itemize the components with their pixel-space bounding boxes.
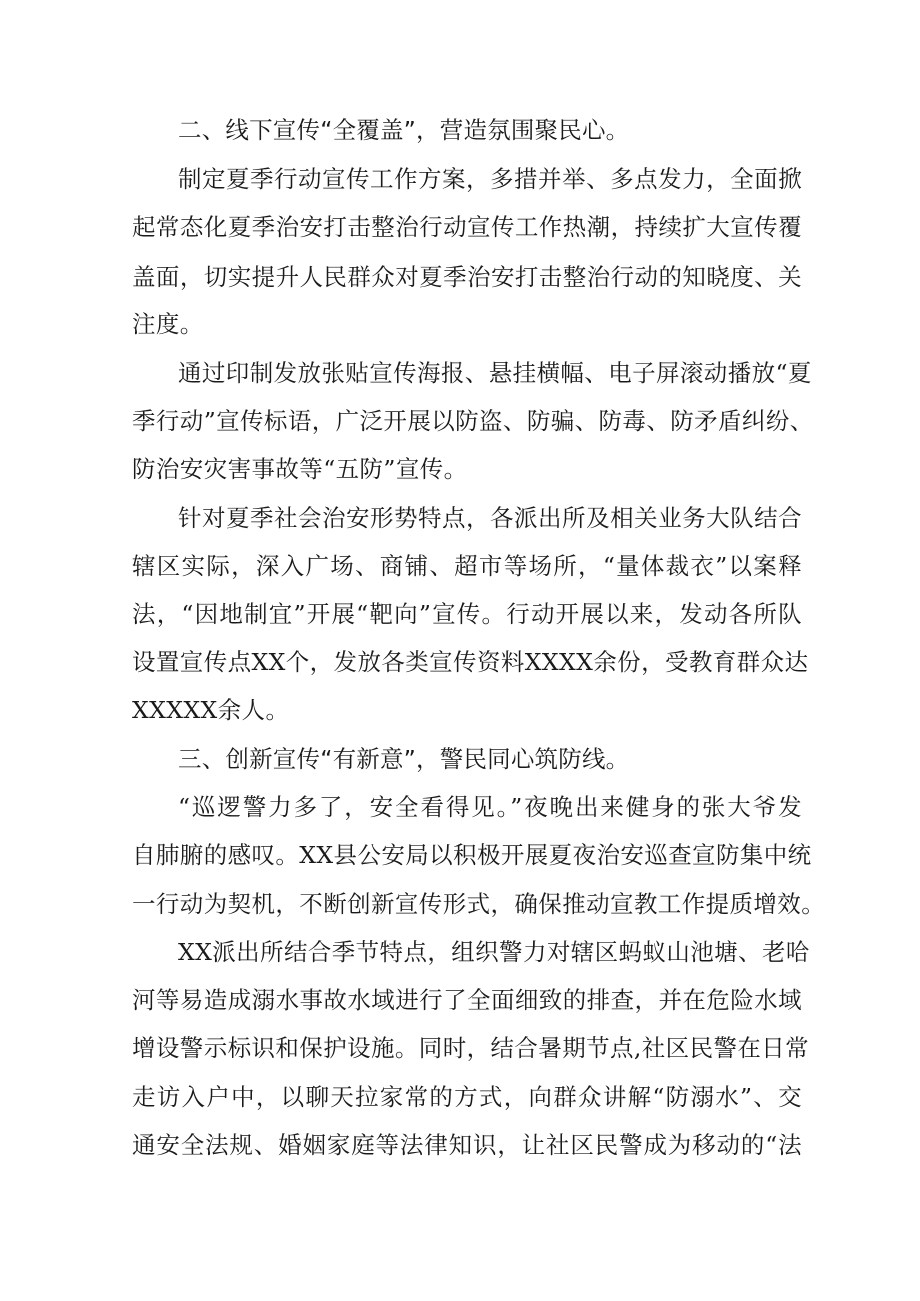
section-heading-3: 三、创新宣传“有新意”，警民同心筑防线。 xyxy=(178,745,630,773)
para4-line-3: 一行动为契机，不断创新宣传形式，确保推动宣教工作提质增效。 xyxy=(132,890,826,918)
section-heading-2: 二、线下宣传“全覆盖”，营造氛围聚民心。 xyxy=(178,116,630,144)
para1-line-2: 起常态化夏季治安打击整治行动宣传工作热潮，持续扩大宣传覆 xyxy=(132,213,802,241)
para4-line-1: “巡逻警力多了，安全看得见。”夜晚出来健身的张大爷发 xyxy=(178,793,802,821)
para4-line-2: 自肺腑的感叹。XX县公安局以积极开展夏夜治安巡查宣防集中统 xyxy=(132,841,812,869)
para2-line-2: 季行动”宣传标语，广泛开展以防盗、防骗、防毒、防矛盾纠纷、 xyxy=(132,407,814,435)
para1-line-4: 注度。 xyxy=(132,310,204,338)
para3-line-2: 辖区实际，深入广场、商铺、超市等场所，“量体裁衣”以案释 xyxy=(132,552,802,580)
para5-line-3: 增设警示标识和保护设施。同时，结合暑期节点,社区民警在日常 xyxy=(132,1034,810,1062)
para1-line-3: 盖面，切实提升人民群众对夏季治安打击整治行动的知晓度、关 xyxy=(132,263,802,291)
para3-line-5: XXXXX余人。 xyxy=(132,696,290,724)
para5-line-1: XX派出所结合季节特点，组织警力对辖区蚂蚁山池塘、老哈 xyxy=(178,938,810,966)
para5-line-2: 河等易造成溺水事故水域进行了全面细致的排查，并在危险水域 xyxy=(132,986,802,1014)
para3-line-3: 法，“因地制宜”开展“靶向”宣传。行动开展以来，发动各所队 xyxy=(132,600,802,628)
para3-line-4: 设置宣传点XX个，发放各类宣传资料XXXX余份，受教育群众达 xyxy=(132,648,809,676)
para5-line-5: 通安全法规、婚姻家庭等法律知识，让社区民警成为移动的“法 xyxy=(132,1131,802,1159)
para5-line-4: 走访入户中，以聊天拉家常的方式，向群众讲解“防溺水”、交 xyxy=(132,1083,802,1111)
para1-line-1: 制定夏季行动宣传工作方案，多措并举、多点发力，全面掀 xyxy=(178,165,802,193)
para2-line-1: 通过印制发放张贴宣传海报、悬挂横幅、电子屏滚动播放“夏 xyxy=(178,359,812,387)
para3-line-1: 针对夏季社会治安形势特点，各派出所及相关业务大队结合 xyxy=(178,504,802,532)
para2-line-3: 防治安灾害事故等“五防”宣传。 xyxy=(132,455,468,483)
